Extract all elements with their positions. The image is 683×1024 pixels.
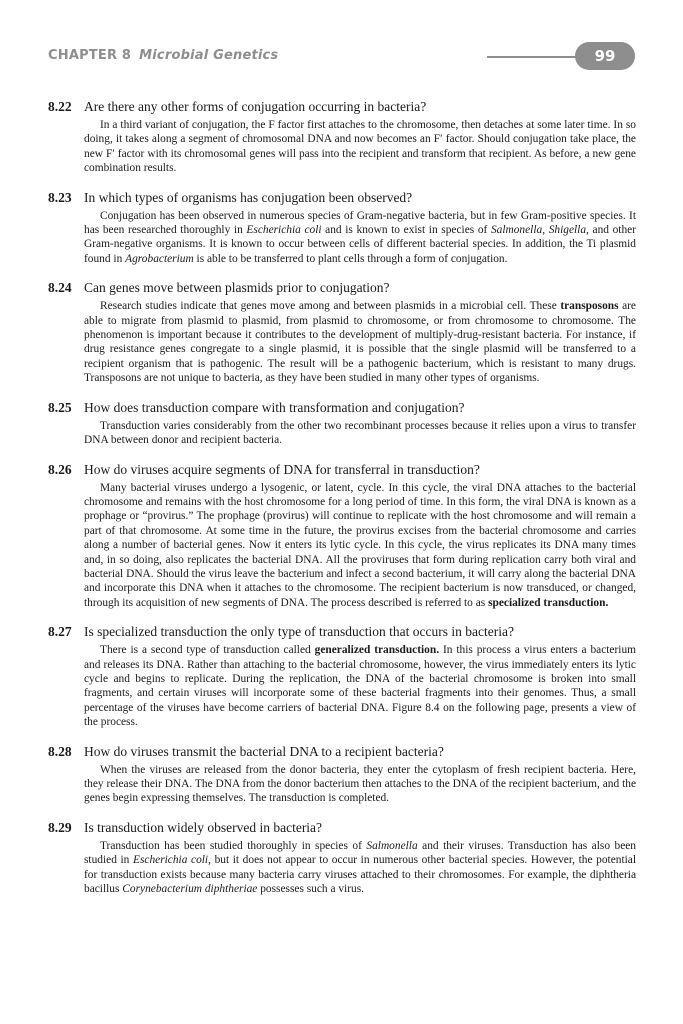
answer-text: Transduction has been studied thoroughly in species of — [100, 839, 367, 852]
question-block — [48, 461, 636, 611]
question-line — [48, 98, 636, 115]
answer-text: Many bacterial viruses undergo a lysogenic, or latent, cycle. In this cycle, the viral DNA attaches to the bacterial chromosome and remains with the host chromosome for a long period of time. In this form, the viral DNA is known as a prophage or “provirus.” The prophage (provirus) will continue to replicate with the host chromosome and will remain a part of that chromosome. At some time in the future, the provirus excises from the bacterial chromosome and carries along a number of bacterial genes. Now it enters its lytic cycle. In this cycle, the virus replicates its DNA many times and, in so doing, also replicates the bacterial DNA. All the proviruses that form during replication carry both viral and bacterial DNA. Should the virus leave the bacterium and infect a second bacterium, it will carry along the bacterial DNA and incorporate this DNA when it attaches to the chromosome. The recipient bacterium is now transduced, or changed, through its acquisition of new segments of DNA. The process described is referred to as — [84, 481, 636, 609]
answer-paragraph — [84, 643, 636, 729]
question-number: 8.23 — [48, 189, 72, 205]
question-block — [48, 623, 636, 729]
question-block — [48, 399, 636, 448]
question-list — [48, 98, 636, 909]
question-block — [48, 98, 636, 176]
question-text: How do viruses acquire segments of DNA for transferral in transduction? — [84, 461, 480, 477]
answer-paragraph — [84, 839, 636, 897]
question-number: 8.24 — [48, 280, 72, 296]
answer-text: There is a second type of transduction called — [100, 644, 315, 657]
answer-paragraph — [84, 299, 636, 385]
question-text: Is specialized transduction the only type of transduction that occurs in bacteria? — [84, 624, 514, 640]
answer-text: and other Gram-negative organisms. It is known to occur between cells of different bacterial species. In addition, the Ti plasmid found in — [84, 224, 636, 265]
answer-text: In this process a virus enters a bacterium and releases its DNA. Rather than attaching to the bacterial chromosome, however, the virus immediately enters its lytic cycle and begins to replicate. During the replication, the DNA of the bacterial chromosome is broken into small fragments, and certain viruses will incorporate some of these bacterial fragments into their genomes. Thus, a small percentage of the viruses have become carriers of bacterial DNA. Figure 8.4 on the following page, presents a view of the process. — [84, 644, 636, 729]
question-text: Is transduction widely observed in bacteria? — [84, 819, 323, 835]
answer-paragraph — [84, 118, 636, 176]
bold-term: specialized transduction. — [488, 596, 609, 609]
question-line — [48, 461, 636, 478]
bold-term: generalized transduction. — [314, 644, 440, 657]
answer-text: and their viruses. Transduction has also been studied in — [84, 839, 636, 867]
answer-paragraph — [84, 419, 636, 448]
italic-term: Salmonella — [366, 839, 418, 852]
question-block — [48, 743, 636, 806]
question-block — [48, 819, 636, 897]
answer-text: possesses such a virus. — [257, 883, 364, 896]
answer-text: In a third variant of conjugation, the F factor first attaches to the chromosome, then detaches at some later time. In so doing, it takes along a segment of chromosomal DNA and now becomes an F′ factor. Should conjugation take place, the new F′ factor with its chromosomal genes will pass into the recipient and transform that recipient. As before, a new gene combination results. — [84, 119, 636, 175]
question-line — [48, 279, 636, 296]
answer-text: Conjugation has been observed in numerous species of Gram-negative bacteria, but in few Gram-positive species. It has been researched thoroughly in — [84, 209, 636, 237]
question-text: How do viruses transmit the bacterial DNA to a recipient bacteria? — [84, 743, 444, 759]
italic-term: Escherichia coli — [246, 224, 322, 237]
answer-text: are able to migrate from plasmid to plasmid, from plasmid to chromosome, or from chromosome to chromosome. The phenomenon is important because it contributes to the development of multiply-drug-resistant bacteria. For instance, if drug resistance genes congregate to a single plasmid, it is possible that the single plasmid will be transferred to a recipient organism that is pathogenic. The result will be a pathogenic bacterium, which is resistant to many drugs. Transposons are not unique to bacteria, as they have been studied in many other types of organisms. — [84, 300, 636, 385]
question-number: 8.27 — [48, 624, 72, 640]
question-block — [48, 189, 636, 267]
answer-text: Research studies indicate that genes move among and between plasmids in a microbial cell. These — [100, 300, 561, 313]
italic-term: Salmonella, Shigella, — [490, 224, 589, 237]
answer-text: is able to be transferred to plant cells through a form of conjugation. — [193, 252, 508, 265]
answer-text: and is known to exist in species of — [321, 224, 491, 237]
answer-text: When the viruses are released from the donor bacteria, they enter the cytoplasm of fresh recipient bacteria. Here, they release their DNA. The DNA from the donor bacterium then attaches to the DNA of the recipient bacterium, and the genes begin expressing themselves. The transduction is completed. — [84, 763, 636, 805]
italic-term: Escherichia coli, — [133, 854, 211, 867]
question-line — [48, 743, 636, 760]
page-number-badge: 99 — [575, 42, 635, 70]
question-text: Can genes move between plasmids prior to conjugation? — [84, 280, 390, 296]
question-line — [48, 399, 636, 416]
question-text: Are there any other forms of conjugation occurring in bacteria? — [84, 99, 427, 114]
header-rule — [487, 56, 577, 58]
answer-text: but it does not appear to occur in numerous other bacterial species. However, the potential for transduction exists because many bacteria carry viruses attached to their chromosomes. For example, the diphtheria bacillus — [84, 854, 636, 896]
italic-term: Corynebacterium diphtheriae — [122, 883, 258, 896]
answer-text: Transduction varies considerably from the other two recombinant processes because it relies upon a virus to transfer DNA between donor and recipient bacteria. — [84, 419, 636, 447]
answer-paragraph — [84, 481, 636, 611]
question-number: 8.22 — [48, 99, 72, 114]
question-number: 8.28 — [48, 743, 72, 759]
question-line — [48, 623, 636, 640]
bold-term: transposons — [560, 300, 619, 313]
italic-term: Agrobacterium — [125, 252, 194, 265]
chapter-heading — [48, 48, 278, 63]
question-line — [48, 819, 636, 836]
answer-paragraph — [84, 209, 636, 267]
chapter-label: CHAPTER 8 — [48, 48, 132, 63]
question-text: In which types of organisms has conjugation been observed? — [84, 189, 413, 205]
question-line — [48, 189, 636, 206]
running-header — [48, 42, 635, 74]
chapter-title: Microbial Genetics — [139, 48, 279, 63]
question-number: 8.26 — [48, 461, 72, 477]
question-number: 8.25 — [48, 399, 72, 415]
answer-paragraph — [84, 763, 636, 806]
question-number: 8.29 — [48, 819, 72, 835]
question-block — [48, 279, 636, 385]
question-text: How does transduction compare with transformation and conjugation? — [84, 399, 465, 415]
